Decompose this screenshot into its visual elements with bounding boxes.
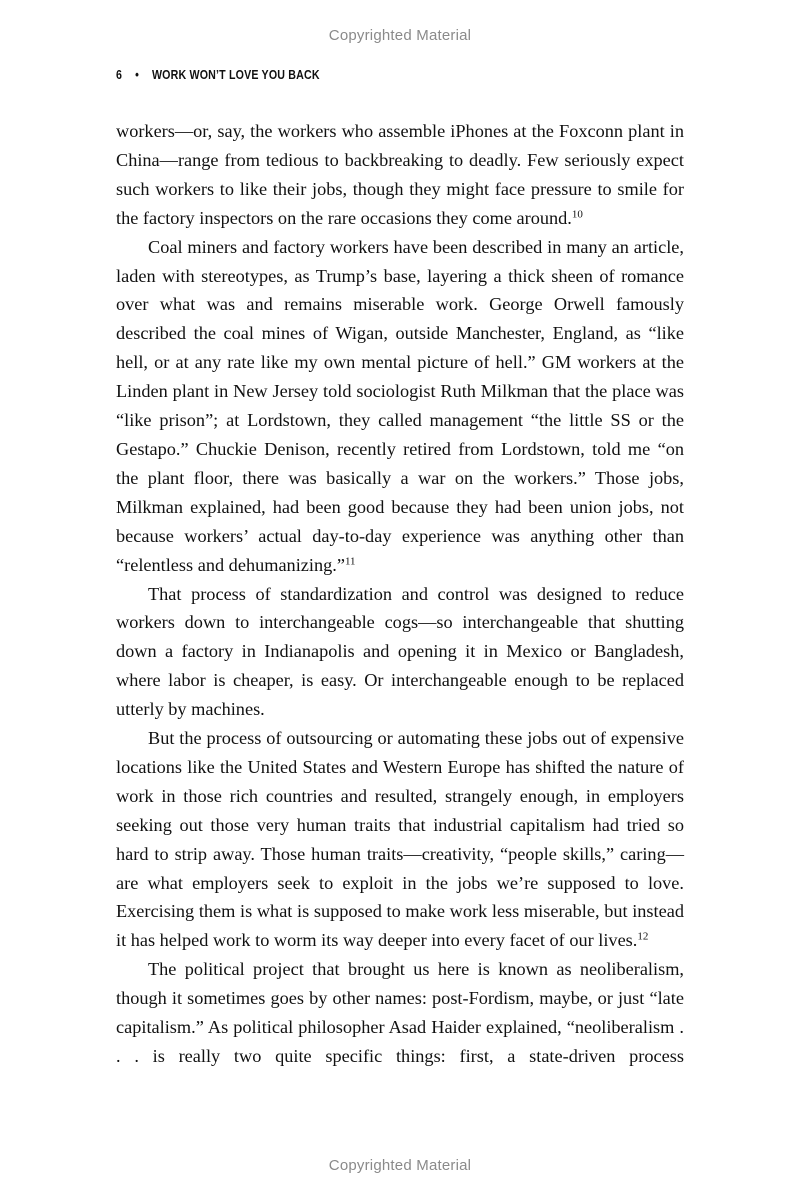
running-head	[116, 67, 320, 82]
copyright-watermark-top: Copyrighted Material	[328, 27, 472, 44]
paragraph-text: Coal miners and factory workers have been described in many an article, laden with stereotypes, as Trump’s base, layering a thick sheen of romance over what was and remains miserable work. George Orwell famously described the coal mines of Wigan, outside Manchester, England, as “like hell, or at any rate like my own mental picture of hell.” GM workers at the Linden plant in New Jersey told sociologist Ruth Milkman that the place was “like prison”; at Lordstown, they called management “the little SS or the Gestapo.” Chuckie Denison, recently retired from Lordstown, told me “on the plant floor, there was basically a war on the workers.” Those jobs, Milkman explained, had been good because they had been union jobs, not because workers’ actual day-to-day experience was anything other than “relentless and dehumanizing.”	[116, 236, 684, 575]
paragraph-1	[116, 117, 684, 233]
paragraph-3	[116, 580, 684, 725]
paragraph-text: The political project that brought us here is known as neoliberalism, though it sometimes goes by other names: post-Fordism, maybe, or just “late capitalism.” As political philosopher Asad Haider explained, “neoliberalism . . . is really two quite specific things: first, a state-driven process	[116, 959, 684, 1066]
paragraph-4	[116, 724, 684, 955]
page-number: 6	[116, 67, 123, 82]
paragraph-5	[116, 955, 684, 1071]
footnote-ref: 12	[637, 930, 649, 943]
paragraph-text: workers—or, say, the workers who assemble iPhones at the Foxconn plant in China—range from tedious to backbreaking to deadly. Few seriously expect such workers to like their jobs, though they might face pressure to smile for the factory inspectors on the rare occasions they come around.	[116, 121, 684, 228]
bullet-separator: •	[135, 67, 139, 82]
footnote-ref: 10	[571, 208, 583, 221]
copyright-watermark-bottom: Copyrighted Material	[328, 1157, 472, 1174]
book-title: WORK WON’T LOVE YOU BACK	[151, 67, 320, 82]
footnote-ref: 11	[344, 555, 356, 567]
paragraph-text: That process of standardization and control was designed to reduce workers down to interchangeable cogs—so interchangeable that shutting down a factory in Indianapolis and opening it in Mexico or Bangladesh, where labor is cheaper, is easy. Or interchangeable enough to be replaced utterly by machines.	[116, 583, 684, 720]
page-body	[116, 117, 684, 1071]
paragraph-2	[116, 233, 684, 580]
paragraph-text: But the process of outsourcing or automating these jobs out of expensive locations like the United States and Western Europe has shifted the nature of work in those rich countries and resulted, strangely enough, in employers seeking out those very human traits that industrial capitalism had tried so hard to strip away. Those human traits—creativity, “people skills,” caring—are what employers seek to exploit in the jobs we’re supposed to love. Exercising them is what is supposed to make work less miserable, but instead it has helped work to worm its way deeper into every facet of our lives.	[116, 728, 684, 951]
